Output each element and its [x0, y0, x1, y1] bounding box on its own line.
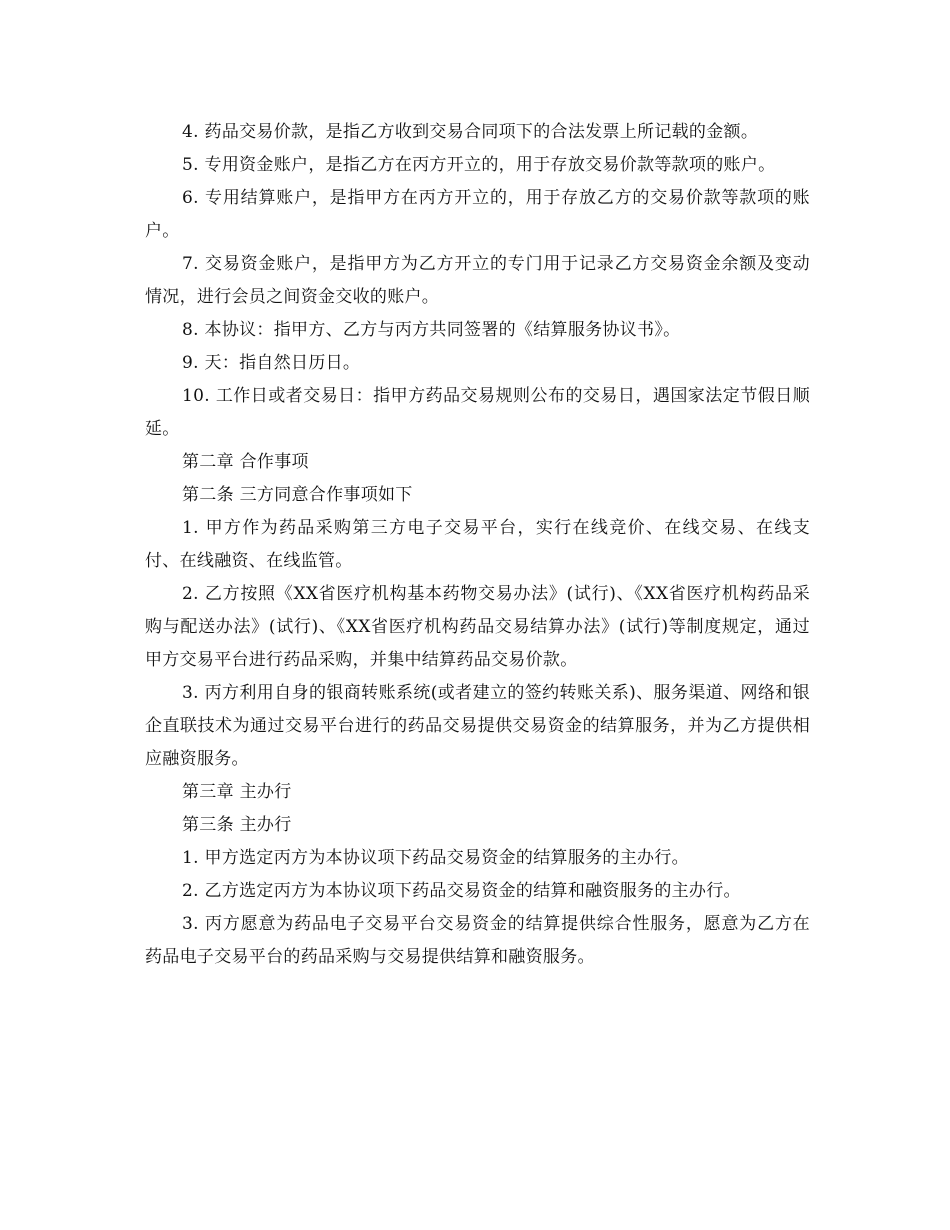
article-2-item-2: 2. 乙方按照《XX省医疗机构基本药物交易办法》(试行)、《XX省医疗机构药品采购与配送办法》(试行)、《XX省医疗机构药品交易结算办法》(试行)等制度规定，通过甲方交易平台进行药品采购，并集中结算药品交易价款。	[145, 584, 810, 670]
clause-6-special-settlement-account: 6. 专用结算账户，是指甲方在丙方开立的，用于存放乙方的交易价款等款项的账户。	[145, 188, 810, 241]
clause-9-day: 9. 天：指自然日历日。	[182, 353, 361, 373]
article-3-item-2: 2. 乙方选定丙方为本协议项下药品交易资金的结算和融资服务的主办行。	[182, 881, 741, 901]
article-2-item-1: 1. 甲方作为药品采购第三方电子交易平台，实行在线竞价、在线交易、在线支付、在线融资、在线监管。	[145, 518, 810, 571]
chapter-3-heading: 第三章 主办行	[182, 782, 292, 802]
clause-8-agreement: 8. 本协议：指甲方、乙方与丙方共同签署的《结算服务协议书》。	[182, 320, 681, 340]
clause-4-trade-price: 4. 药品交易价款，是指乙方收到交易合同项下的合法发票上所记载的金额。	[182, 122, 759, 142]
article-3-heading: 第三条 主办行	[182, 815, 292, 835]
article-3-item-1: 1. 甲方选定丙方为本协议项下药品交易资金的结算服务的主办行。	[182, 848, 689, 868]
article-2-item-3: 3. 丙方利用自身的银商转账系统(或者建立的签约转账关系)、服务渠道、网络和银企直联技术为通过交易平台进行的药品交易提供交易资金的结算服务，并为乙方提供相应融资服务。	[145, 683, 810, 769]
article-3-item-3: 3. 丙方愿意为药品电子交易平台交易资金的结算提供综合性服务，愿意为乙方在药品电子交易平台的药品采购与交易提供结算和融资服务。	[145, 914, 810, 967]
chapter-2-heading: 第二章 合作事项	[182, 452, 309, 472]
document-body	[145, 116, 810, 974]
clause-5-special-fund-account: 5. 专用资金账户，是指乙方在丙方开立的，用于存放交易价款等款项的账户。	[182, 155, 776, 175]
clause-7-trade-fund-account: 7. 交易资金账户，是指甲方为乙方开立的专门用于记录乙方交易资金余额及变动情况，进行会员之间资金交收的账户。	[145, 254, 810, 307]
article-2-heading: 第二条 三方同意合作事项如下	[182, 485, 413, 505]
clause-10-working-day: 10. 工作日或者交易日：指甲方药品交易规则公布的交易日，遇国家法定节假日顺延。	[145, 386, 810, 439]
